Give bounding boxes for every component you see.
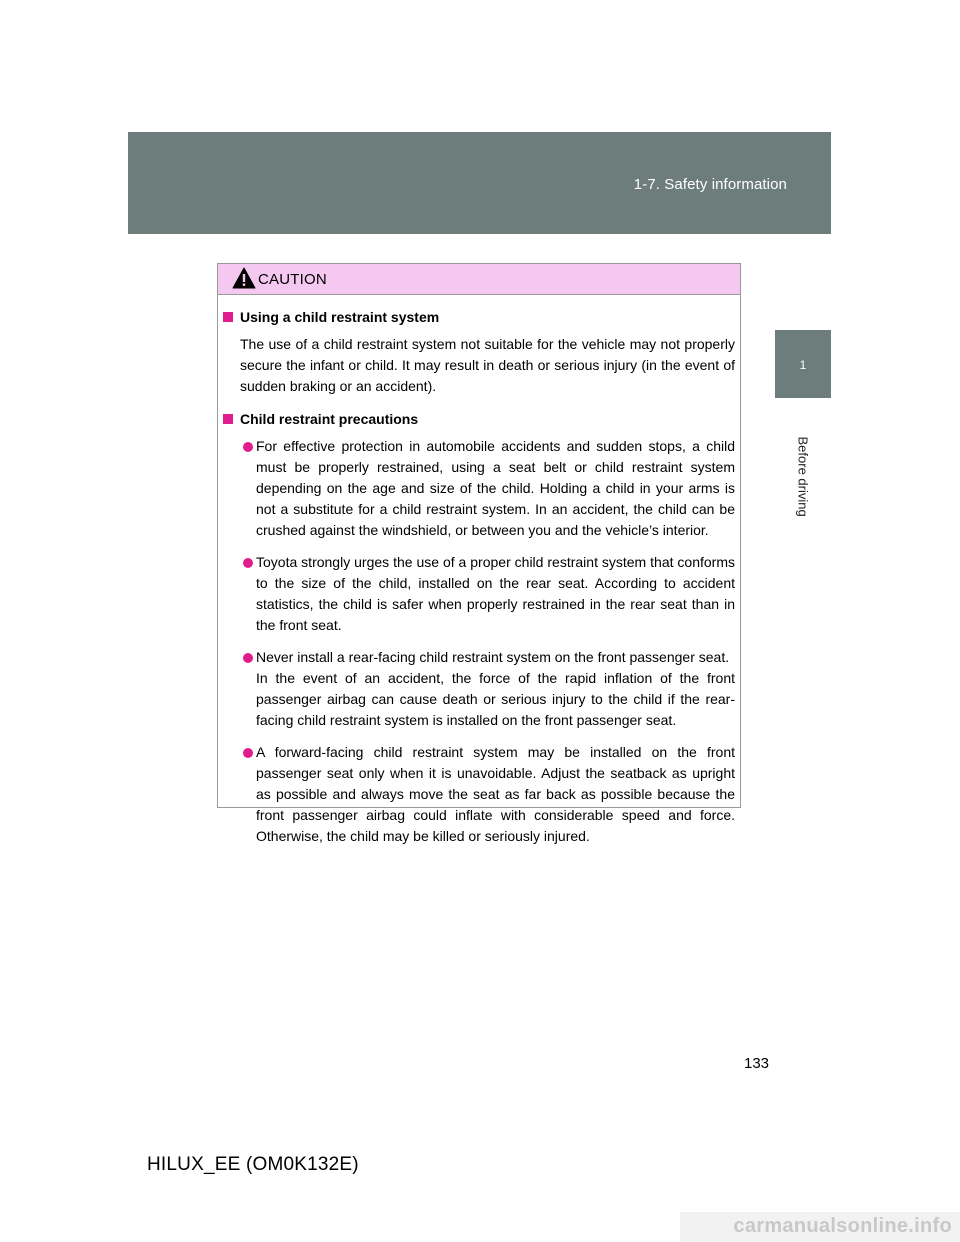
round-bullet-icon [243, 748, 253, 758]
watermark-text: carmanualsonline.info [733, 1215, 952, 1237]
list-item-extra-text: In the event of an accident, the force of the rapid inflation of the front passenger airbag can cause death or serious injury to the child if the rear-facing child restraint system is installed on the front passenger seat. [256, 670, 735, 728]
caution-header [218, 264, 740, 295]
round-bullet-icon [243, 442, 253, 452]
section-heading [223, 408, 735, 430]
section-heading [223, 306, 735, 328]
caution-title: CAUTION [258, 271, 327, 288]
list-item-text: A forward-facing child restraint system may be installed on the front passenger seat only when it is unavoidable. Adjust the seatback as upright as possible and always move the seat as far back as possible because the front passenger airbag could inflate with considerable speed and force. Otherwise, the child may be killed or seriously injured. [256, 744, 735, 844]
list-item [223, 436, 735, 541]
document-code: HILUX_EE (OM0K132E) [147, 1154, 359, 1175]
square-bullet-icon [223, 312, 233, 322]
section-heading-text: Child restraint precautions [240, 411, 419, 427]
list-item [223, 552, 735, 636]
watermark [680, 1212, 960, 1242]
header-band [128, 132, 831, 234]
chapter-number: 1 [799, 358, 807, 372]
chapter-label: Before driving [795, 436, 811, 517]
list-item-text: Toyota strongly urges the use of a proper child restraint system that conforms to the size of the child, installed on the rear seat. According to accident statistics, the child is safer when properly restrained in the rear seat than in the front seat. [256, 554, 735, 633]
list-item-text: For effective protection in automobile accidents and sudden stops, a child must be properly restrained, using a seat belt or child restraint system depending on the age and size of the child. Holding a child in your arms is not a substitute for a child restraint system. In an accident, the child can be crushed against the windshield, or between you and the vehicle’s interior. [256, 438, 735, 538]
list-item [223, 742, 735, 847]
list-item [223, 647, 735, 731]
chapter-tab [775, 330, 831, 398]
list-item-text: Never install a rear-facing child restraint system on the front passenger seat. [256, 649, 730, 665]
round-bullet-icon [243, 558, 253, 568]
round-bullet-icon [243, 653, 253, 663]
section-paragraph: The use of a child restraint system not suitable for the vehicle may not properly secure the infant or child. It may result in death or serious injury (in the event of sudden braking or an accident). [240, 336, 735, 394]
page-number: 133 [744, 1055, 770, 1072]
section-title: 1-7. Safety information [633, 176, 787, 193]
warning-triangle-icon [232, 267, 256, 289]
section-heading-text: Using a child restraint system [240, 309, 440, 325]
caution-box [217, 263, 741, 844]
caution-body [218, 295, 740, 847]
square-bullet-icon [223, 414, 233, 424]
